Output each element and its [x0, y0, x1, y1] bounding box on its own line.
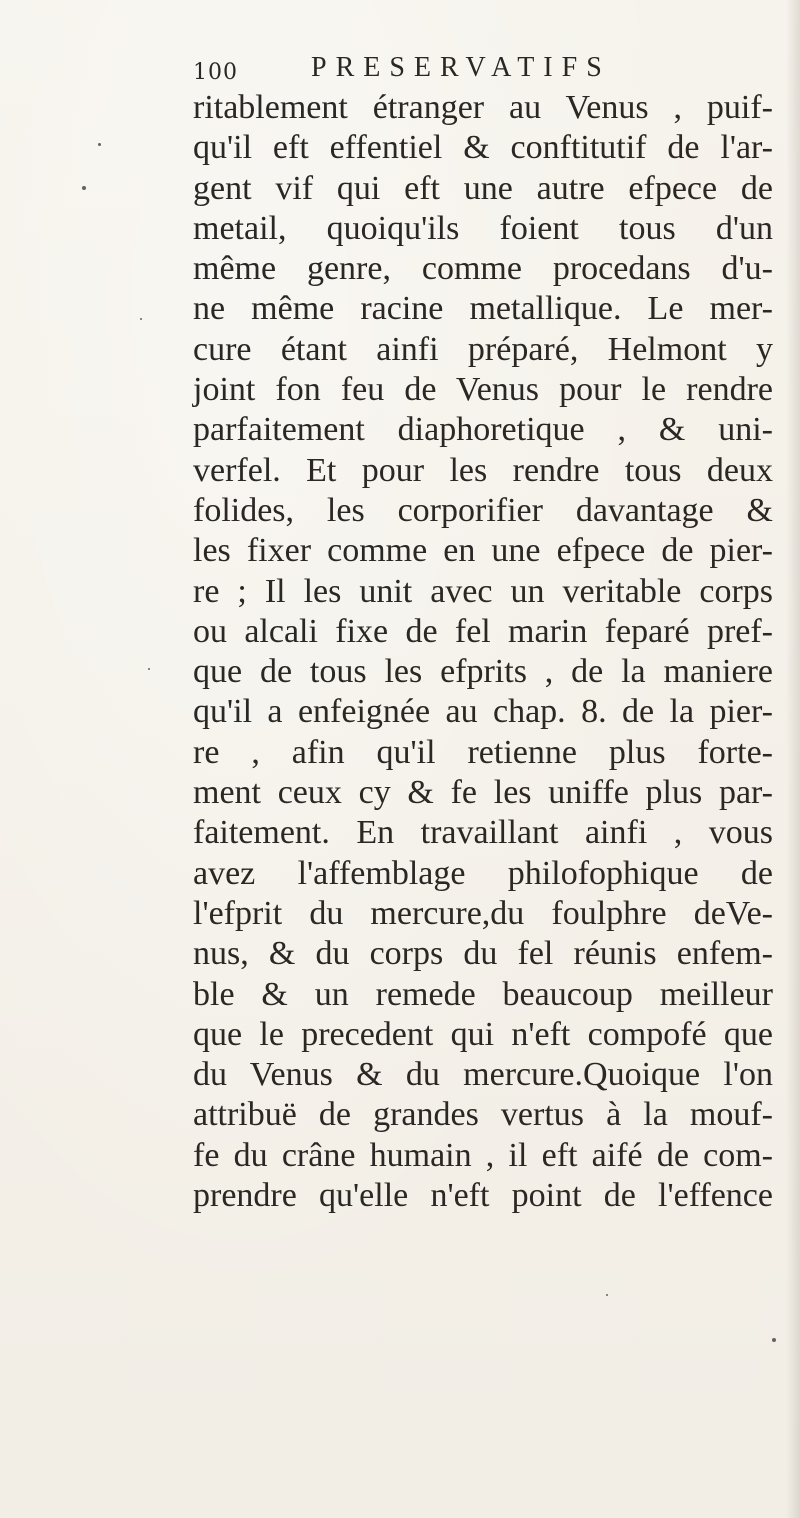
text-line: ritablement étranger au Venus , puif- — [193, 89, 773, 126]
text-line: ble & un remede beaucoup meilleur — [193, 975, 773, 1013]
text-line: prendre qu'elle n'eft point de l'effence — [193, 1177, 773, 1215]
text-line: même genre, comme procedans d'u- — [193, 250, 773, 288]
text-line: ou alcali fixe de fel marin feparé pref- — [193, 612, 773, 650]
page-edge-shadow — [786, 0, 800, 1518]
running-title: PRESERVATIFS — [311, 52, 611, 83]
text-line: verfel. Et pour les rendre tous deux — [193, 451, 773, 489]
ink-speck — [148, 668, 150, 670]
page-header — [193, 52, 793, 92]
text-line: du Venus & du mercure.Quoique l'on — [193, 1056, 773, 1094]
text-line: qu'il a enfeignée au chap. 8. de la pier- — [193, 693, 773, 731]
text-line: nus, & du corps du fel réunis enfem- — [193, 935, 773, 973]
page-number: 100 — [193, 60, 238, 85]
text-line: attribuë de grandes vertus à la mouf- — [193, 1096, 773, 1134]
body-text — [193, 88, 773, 1216]
text-line: ne même racine metallique. Le mer- — [193, 290, 773, 328]
text-line: que le precedent qui n'eft compofé que — [193, 1015, 773, 1053]
text-line: folides, les corporifier davantage & — [193, 491, 773, 529]
text-line: re ; Il les unit avec un veritable corps — [193, 572, 773, 610]
text-line: ment ceux cy & fe les uniffe plus par- — [193, 774, 773, 812]
ink-speck — [772, 1338, 776, 1342]
text-line: avez l'affemblage philofophique de — [193, 854, 773, 892]
text-line: faitement. En travaillant ainfi , vous — [193, 814, 773, 852]
text-line: cure étant ainfi préparé, Helmont y — [193, 330, 773, 368]
text-line: joint fon feu de Venus pour le rendre — [193, 371, 773, 409]
text-line: les fixer comme en une efpece de pier- — [193, 532, 773, 570]
text-line: que de tous les efprits , de la maniere — [193, 653, 773, 691]
text-line: metail, quoiqu'ils foient tous d'un — [193, 209, 773, 247]
text-line: re , afin qu'il retienne plus forte- — [193, 733, 773, 771]
text-line: parfaitement diaphoretique , & uni- — [193, 411, 773, 449]
ink-speck — [82, 186, 86, 190]
ink-speck — [140, 318, 142, 320]
text-line: l'efprit du mercure,du foulphre deVe- — [193, 894, 773, 932]
ink-speck — [606, 1294, 608, 1296]
ink-speck — [98, 143, 101, 146]
text-line: fe du crâne humain , il eft aifé de com- — [193, 1136, 773, 1174]
text-line: gent vif qui eft une autre efpece de — [193, 169, 773, 207]
text-line: qu'il eft effentiel & conftitutif de l'ar- — [193, 129, 773, 167]
